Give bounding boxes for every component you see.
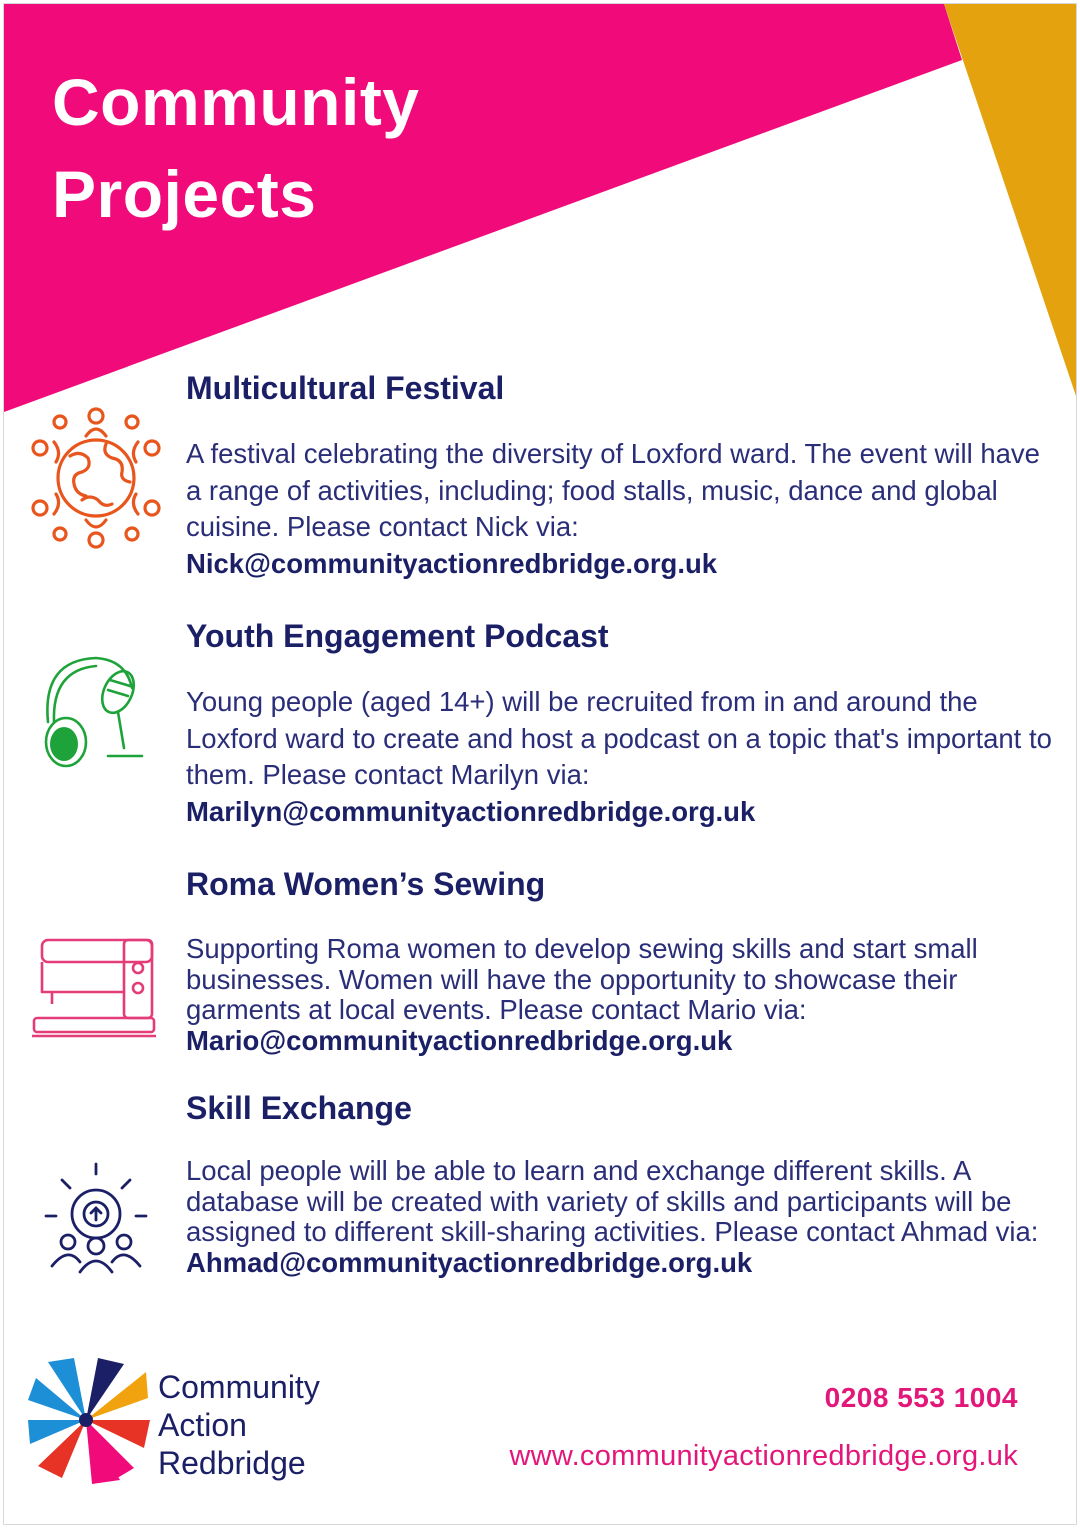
sewing-machine-icon	[28, 932, 160, 1044]
page-title	[52, 56, 420, 240]
project-youth-engagement-podcast	[186, 616, 1056, 827]
page-title-line2: Projects	[52, 157, 317, 231]
organisation-name	[158, 1368, 320, 1482]
project-body	[186, 684, 1056, 830]
project-email-link[interactable]: Mario@communityactionredbridge.org.uk	[186, 1024, 733, 1056]
gold-triangle	[944, 4, 1076, 396]
project-email-link[interactable]: Nick@communityactionredbridge.org.uk	[186, 547, 718, 579]
project-description: Local people will be able to learn and exchange different skills. A database will be created with variety of skills and participants will be assigned to different skill-sharing activities. Please contact Ahmad via:	[186, 1155, 1039, 1247]
project-body	[186, 1156, 1056, 1278]
project-description: A festival celebrating the diversity of Loxford ward. The event will have a range of activities, including; food stalls, music, dance and global cuisine. Please contact Nick via:	[186, 438, 1040, 542]
project-heading: Youth Engagement Podcast	[186, 618, 609, 654]
project-body	[186, 436, 1056, 582]
flyer-page	[4, 4, 1076, 1524]
page-title-line1: Community	[52, 65, 420, 139]
project-email-link[interactable]: Marilyn@communityactionredbridge.org.uk	[186, 795, 756, 827]
project-heading: Multicultural Festival	[186, 370, 505, 406]
project-heading: Skill Exchange	[186, 1090, 412, 1126]
logo-text-line3: Redbridge	[158, 1445, 306, 1481]
people-around-globe-icon	[30, 404, 162, 552]
project-multicultural-festival	[186, 368, 1056, 579]
phone-number[interactable]: 0208 553 1004	[824, 1382, 1018, 1413]
project-description: Supporting Roma women to develop sewing skills and start small businesses. Women will have the opportunity to showcase their garments at local events. Please contact Mario via:	[186, 933, 978, 1025]
team-gear-icon	[40, 1160, 152, 1276]
project-body	[186, 934, 1056, 1056]
project-heading: Roma Women’s Sewing	[186, 866, 546, 902]
project-description: Young people (aged 14+) will be recruited from in and around the Loxford ward to create and host a podcast on a topic that's important to them. Please contact Marilyn via:	[186, 686, 1052, 790]
website-link[interactable]: www.communityactionredbridge.org.uk	[509, 1440, 1018, 1472]
headphones-microphone-icon	[38, 652, 154, 772]
project-roma-womens-sewing	[186, 864, 1056, 1056]
project-skill-exchange	[186, 1088, 1056, 1278]
organisation-logo	[28, 1358, 150, 1484]
logo-text-line2: Action	[158, 1407, 247, 1443]
project-email-link[interactable]: Ahmad@communityactionredbridge.org.uk	[186, 1246, 753, 1278]
logo-text-line1: Community	[158, 1369, 320, 1405]
